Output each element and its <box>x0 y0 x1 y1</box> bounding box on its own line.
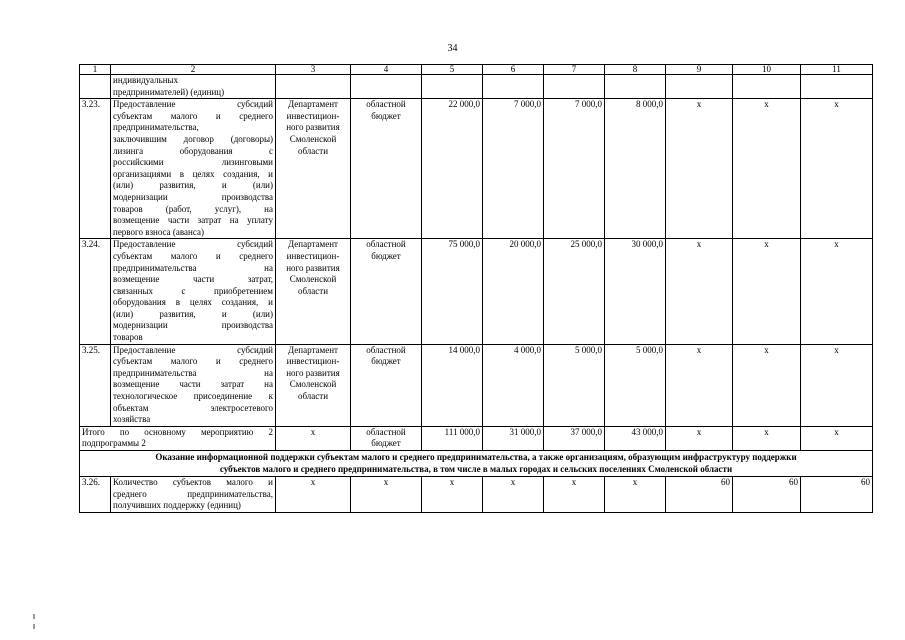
indicator-1: 60 <box>666 477 733 513</box>
table-row <box>80 239 873 344</box>
table-row <box>80 477 873 513</box>
indicator-1: х <box>666 239 733 344</box>
year-3-value: 8 000,0 <box>605 99 666 239</box>
column-number-row <box>80 65 873 75</box>
funding-source: областной бюджет <box>351 344 422 426</box>
row-name: Количество субъектов малого и среднего предпринимательства, получивших поддержку (единиц) <box>111 477 276 513</box>
year-3-value: 5 000,0 <box>605 344 666 426</box>
col-num-5: 5 <box>422 65 483 75</box>
executor: Департамент инвестицион- ного развития Смоленской области <box>276 344 351 426</box>
year-2-value: 25 000,0 <box>544 239 605 344</box>
indicator-1: х <box>666 99 733 239</box>
year-1-value: 20 000,0 <box>483 239 544 344</box>
total-label: Итого по основному мероприятию 2 подпрограммы 2 <box>80 426 276 450</box>
indicator-2: х <box>733 344 801 426</box>
indicator-2: х <box>733 99 801 239</box>
year-2-value: 7 000,0 <box>544 99 605 239</box>
executor: Департамент инвестицион- ного развития Смоленской области <box>276 239 351 344</box>
indicator-2: х <box>733 239 801 344</box>
col-num-9: 9 <box>666 65 733 75</box>
indicator-1: х <box>666 344 733 426</box>
indicator-2: х <box>733 426 801 450</box>
section-heading-row <box>80 451 873 477</box>
row-name: Предоставление субсидий субъектам малого и среднего предпринимательства на возмещение части затрат, связанных с приобретением оборудования в целях создания, и (или) развития, и (или) модернизации производства товаров <box>111 239 276 344</box>
year-2-value: 37 000,0 <box>544 426 605 450</box>
col-num-8: 8 <box>605 65 666 75</box>
total-row <box>80 426 873 450</box>
year-3-value: х <box>605 477 666 513</box>
indicator-3: х <box>801 344 873 426</box>
total-value: 22 000,0 <box>422 99 483 239</box>
funding-source: областной бюджет <box>351 99 422 239</box>
indicator-1: х <box>666 426 733 450</box>
col-num-1: 1 <box>80 65 111 75</box>
col-num-3: 3 <box>276 65 351 75</box>
col-num-10: 10 <box>733 65 801 75</box>
table-row <box>80 99 873 239</box>
row-name: Предоставление субсидий субъектам малого и среднего предпринимательства, заключившим договор (договоры) лизинга оборудования с российскими лизинговыми организациями в целях создания, и (или) развития, и (или) модернизации производства товаров (работ, услуг), на возмещение части затрат на уплату первого взноса (аванса) <box>111 99 276 239</box>
col-num-7: 7 <box>544 65 605 75</box>
scan-mark <box>33 614 35 619</box>
page-number: 34 <box>447 43 458 54</box>
year-1-value: 4 000,0 <box>483 344 544 426</box>
indicator-2: 60 <box>733 477 801 513</box>
total-value: 111 000,0 <box>422 426 483 450</box>
funding-source: областной бюджет <box>351 426 422 450</box>
year-1-value: 31 000,0 <box>483 426 544 450</box>
year-2-value: х <box>544 477 605 513</box>
indicator-3: х <box>801 239 873 344</box>
indicator-3: х <box>801 426 873 450</box>
table-row <box>80 344 873 426</box>
budget-table <box>79 64 873 513</box>
table-row <box>80 75 873 99</box>
year-1-value: х <box>483 477 544 513</box>
total-value: 75 000,0 <box>422 239 483 344</box>
funding-source: областной бюджет <box>351 239 422 344</box>
indicator-3: х <box>801 99 873 239</box>
row-number: 3.26. <box>80 477 111 513</box>
year-1-value: 7 000,0 <box>483 99 544 239</box>
row-name: Предоставление субсидий субъектам малого и среднего предпринимательства на возмещение части затрат на технологическое присоединение к объектам электросетевого хозяйства <box>111 344 276 426</box>
year-3-value: 30 000,0 <box>605 239 666 344</box>
section-heading: Оказание информационной поддержки субъектам малого и среднего предпринимательства, а также организациям, образующим инфраструктуру поддержки субъектов малого и среднего предпринимательства, в том числе в малых городах и сельских поселениях Смоленской области <box>80 451 873 477</box>
col-num-2: 2 <box>111 65 276 75</box>
col-num-4: 4 <box>351 65 422 75</box>
year-2-value: 5 000,0 <box>544 344 605 426</box>
scan-mark <box>33 624 35 629</box>
total-value: х <box>422 477 483 513</box>
total-value: 14 000,0 <box>422 344 483 426</box>
row-number: 3.25. <box>80 344 111 426</box>
col-num-11: 11 <box>801 65 873 75</box>
col-num-6: 6 <box>483 65 544 75</box>
row-number: 3.24. <box>80 239 111 344</box>
row-name: индивидуальных предпринимателей) (единиц) <box>111 75 276 99</box>
funding-source: х <box>351 477 422 513</box>
executor: х <box>276 477 351 513</box>
executor: Департамент инвестицион- ного развития Смоленской области <box>276 99 351 239</box>
indicator-3: 60 <box>801 477 873 513</box>
row-number: 3.23. <box>80 99 111 239</box>
year-3-value: 43 000,0 <box>605 426 666 450</box>
executor: х <box>276 426 351 450</box>
